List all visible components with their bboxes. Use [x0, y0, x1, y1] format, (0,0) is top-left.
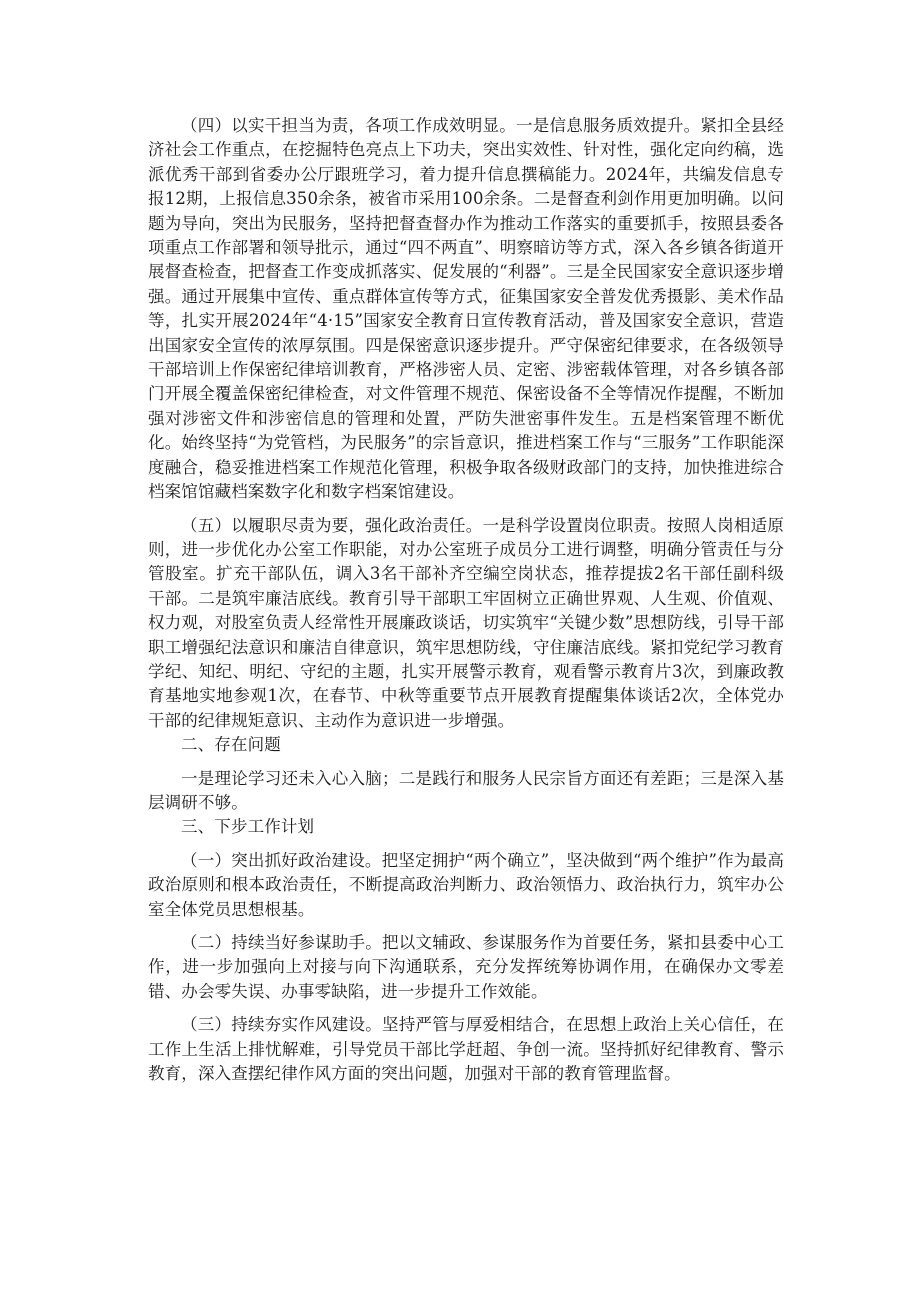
paragraph-plan-2: （二）持续当好参谋助手。把以文辅政、参谋服务作为首要任务，紧扣县委中心工作，进一步加强向上对接与向下沟通联系，充分发挥统筹协调作用，在确保办文零差错、办会零失误、办事零缺陷，进一步提升工作效能。 — [148, 933, 784, 1001]
paragraph-problems: 一是理论学习还未入心入脑；二是践行和服务人民宗旨方面还有差距；三是深入基层调研不够。 — [148, 768, 784, 812]
heading-existing-problems: 二、存在问题 — [181, 735, 281, 755]
heading-next-plan: 三、下步工作计划 — [181, 817, 315, 837]
paragraph-plan-1: （一）突出抓好政治建设。把坚定拥护“两个确立”，坚决做到“两个维护”作为最高政治原则和根本政治责任，不断提高政治判断力、政治领悟力、政治执行力，筑牢办公室全体党员思想根基。 — [148, 850, 784, 919]
document-body — [148, 114, 784, 1086]
paragraph-section-5: （五）以履职尽责为要，强化政治责任。一是科学设置岗位职责。按照人岗相适原则，进一步优化办公室工作职能，对办公室班子成员分工进行调整，明确分管责任与分管股室。扩充干部队伍，调入3名干部补齐空编空岗状态，推荐提拔2名干部任副科级干部。二是筑牢廉洁底线。教育引导干部职工牢固树立正确世界观、人生观、价值观、权力观，对股室负责人经常性开展廉政谈话，切实筑牢“关键少数”思想防线，引导干部职工增强纪法意识和廉洁自律意识，筑牢思想防线，守住廉洁底线。紧扣党纪学习教育学纪、知纪、明纪、守纪的主题，扎实开展警示教育，观看警示教育片3次，到廉政教育基地实地参观1次，在春节、中秋等重要节点开展教育提醒集体谈话2次，全体党办干部的纪律规矩意识、主动作为意识进一步增强。 — [148, 515, 784, 730]
paragraph-section-4: （四）以实干担当为责，各项工作成效明显。一是信息服务质效提升。紧扣全县经济社会工作重点，在挖掘特色亮点上下功夫，突出实效性、针对性，强化定向约稿，选派优秀干部到省委办公厅跟班学习，着力提升信息撰稿能力。2024年，共编发信息专报12期，上报信息350余条，被省市采用100余条。二是督查利剑作用更加明确。以问题为导向，突出为民服务，坚持把督查督办作为推动工作落实的重要抓手，按照县委各项重点工作部署和领导批示，通过“四不两直”、明察暗访等方式，深入各乡镇各街道开展督查检查，把督查工作变成抓落实、促发展的“利器”。三是全民国家安全意识逐步增强。通过开展集中宣传、重点群体宣传等方式，征集国家安全普发优秀摄影、美术作品等，扎实开展2024年“4·15”国家安全教育日宣传教育活动，普及国家安全意识，营造出国家安全宣传的浓厚氛围。四是保密意识逐步提升。严守保密纪律要求，在各级领导干部培训上作保密纪律培训教育，严格涉密人员、定密、涉密载体管理，对各乡镇各部门开展全覆盖保密纪律检查，对文件管理不规范、保密设备不全等情况作提醒，不断加强对涉密文件和涉密信息的管理和处置，严防失泄密事件发生。五是档案管理不断优化。始终坚持“为党管档，为民服务”的宗旨意识，推进档案工作与“三服务”工作职能深度融合，稳妥推进档案工作规范化管理，积极争取各级财政部门的支持，加快推进综合档案馆馆藏档案数字化和数字档案馆建设。 — [148, 116, 784, 502]
paragraph-plan-3: （三）持续夯实作风建设。坚持严管与厚爱相结合，在思想上政治上关心信任，在工作上生活上排忧解难，引导党员干部比学赶超、争创一流。坚持抓好纪律教育、警示教育，深入查摆纪律作风方面的突出问题，加强对干部的教育管理监督。 — [148, 1015, 784, 1084]
